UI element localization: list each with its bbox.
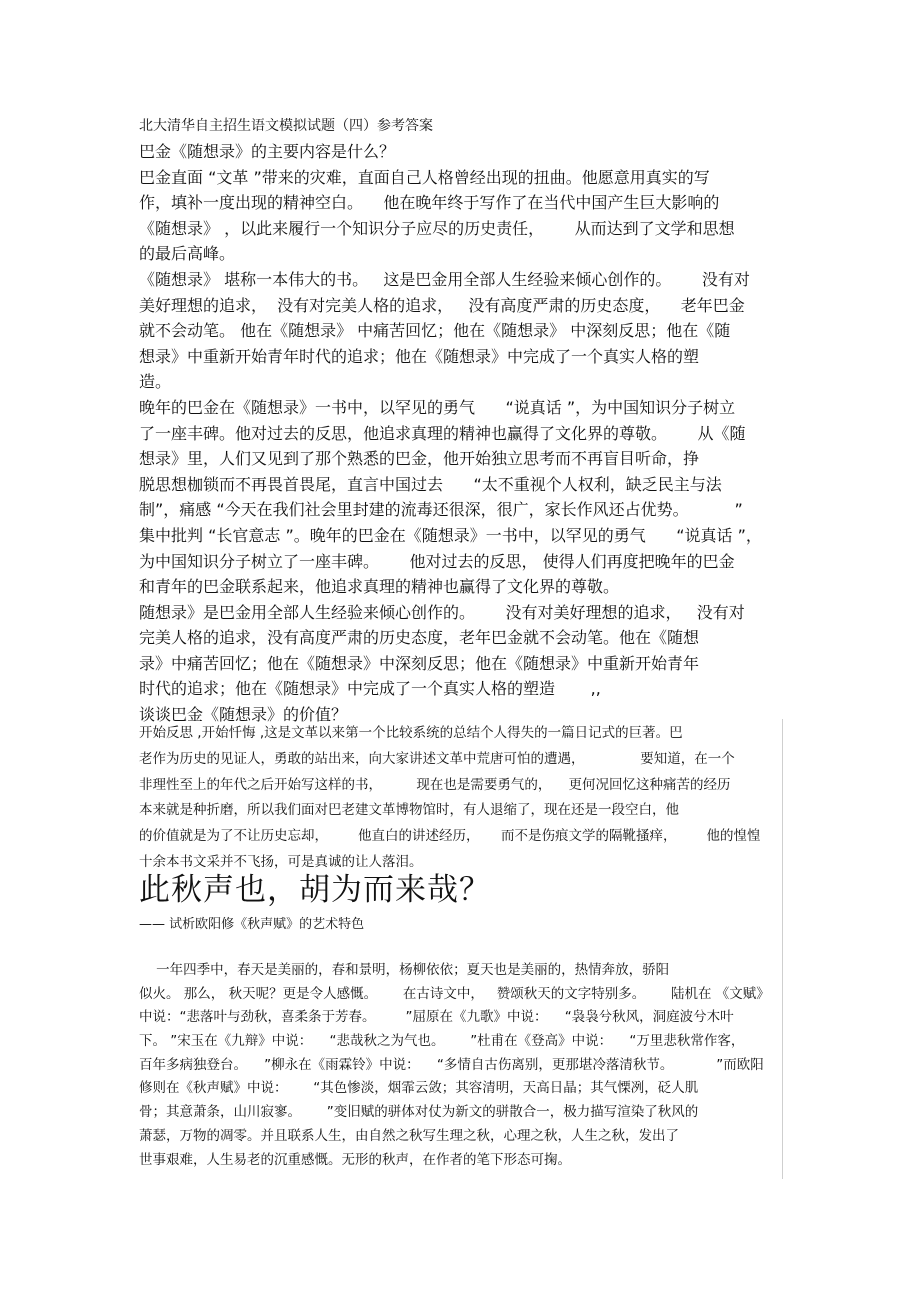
paragraph-line: 本来就是种折磨，所以我们面对巴老建文革博物馆时，有人退缩了，现在还是一段空白，他 — [139, 802, 679, 819]
paragraph-line: 制”，痛感 “今天在我们社会里封建的流毒还很深，很广，家长作风还占优势。 ” — [139, 500, 743, 520]
paragraph-line: 骨；其意萧条，山川寂寥。 ”变旧赋的骈体对仗为新文的骈散合一，极力描写渲染了秋风的 — [139, 1104, 699, 1121]
paragraph-line: 似火。 那么， 秋天呢？更是令人感慨。 在古诗文中， 赞颂秋天的文字特别多。 陆机在 《文赋》 — [139, 985, 770, 1002]
question-heading: 谈谈巴金《随想录》的价值？ — [139, 705, 348, 725]
paragraph-line: 《随想录》 ，以此来履行一个知识分子应尽的历史责任， 从而达到了文学和思想 — [139, 218, 735, 238]
paragraph-line: 百年多病独登台。 ”柳永在《雨霖铃》中说： “多情自古伤离别，更那堪冷落清秋节。 ”而欧阳 — [139, 1056, 764, 1073]
question-heading: 巴金《随想录》的主要内容是什么？ — [139, 142, 396, 161]
paragraph-line: 想录》中重新开始青年时代的追求；他在《随想录》中完成了一个真实人格的塑 — [139, 346, 700, 366]
paragraph-line: 晚年的巴金在《随想录》一书中，以罕见的勇气 “说真话 ”，为中国知识分子树立 — [139, 397, 736, 417]
paragraph-line: 老作为历史的见证人，勇敢的站出来，向大家讲述文革中荒唐可怕的遭遇， 要知道，在一个 — [139, 750, 735, 767]
paragraph-line: 录》中痛苦回忆；他在《随想录》中深刻反思；他在《随想录》中重新开始青年 — [139, 653, 700, 673]
paragraph-line: 想录》里，人们又见到了那个熟悉的巴金，他开始独立思考而不再盲目听命，挣 — [139, 449, 700, 469]
answer-section — [139, 114, 799, 728]
paragraph-line: 随想录》是巴金用全部人生经验来倾心创作的。 没有对美好理想的追求， 没有对 — [139, 602, 745, 622]
paragraph-line: 脱思想枷锁而不再畏首畏尾，直言中国过去 “太不重视个人权利，缺乏民主与法 — [139, 474, 722, 494]
paragraph-line: 作，填补一度出现的精神空白。 他在晚年终于写作了在当代中国产生巨大影响的 — [139, 193, 720, 213]
essay-heading: 此秋声也，胡为而来哉？ — [139, 872, 491, 908]
paragraph-line: 中说：“悲落叶与劲秋，喜柔条于芳春。 ”屈原在《九歌》中说： “袅袅兮秋风，洞庭波兮木叶 — [139, 1009, 734, 1026]
paragraph-line: 集中批判 “长官意志 ”。晚年的巴金在《随想录》一书中，以罕见的勇气 “说真话 ”， — [139, 525, 762, 545]
paragraph-line: 时代的追求；他在《随想录》中完成了一个真实人格的塑造 ,, — [139, 679, 601, 699]
paragraph-line: 十余本书文采并不飞扬，可是真诚的让人落泪。 — [139, 853, 423, 870]
essay-subheading: —— 试析欧阳修《秋声赋》的艺术特色 — [139, 917, 365, 932]
paragraph-line: 萧瑟，万物的凋零。并且联系人生，由自然之秋写生理之秋，心理之秋，人生之秋，发出了 — [139, 1127, 679, 1144]
paragraph-line: 修则在《秋声赋》中说： “其色惨淡，烟霏云敛；其容清明，天高日晶；其气慄冽，砭人肌 — [139, 1080, 699, 1097]
paragraph-line: 非理性至上的年代之后开始写这样的书， 现在也是需要勇气的， 更何况回忆这种痛苦的经历 — [139, 776, 731, 793]
paragraph-line: 美好理想的追求， 没有对完美人格的追求， 没有高度严肃的历史态度， 老年巴金 — [139, 295, 745, 315]
paragraph-line: 的最后高峰。 — [139, 244, 236, 264]
paragraph-line: 下。 ”宋玉在《九辩》中说： “悲哉秋之为气也。 ”杜甫在《登高》中说： “万里悲秋常作客， — [139, 1033, 745, 1050]
paragraph-line: 《随想录》 堪称一本伟大的书。 这是巴金用全部人生经验来倾心创作的。 没有对 — [139, 269, 750, 289]
paragraph-line: 一年四季中，春天是美丽的，春和景明，杨柳依依；夏天也是美丽的，热情奔放，骄阳 — [139, 962, 670, 978]
document-title: 北大清华自主招生语文模拟试题（四）参考答案 — [139, 118, 433, 134]
paragraph-line: 和青年的巴金联系起来，他追求真理的精神也赢得了文化界的尊敬。 — [139, 577, 620, 597]
paragraph-line: 就不会动笔。 他在《随想录》 中痛苦回忆；他在《随想录》 中深刻反思；他在《随 — [139, 321, 731, 341]
paragraph-line: 开始反思 ,开始忏悔 ,这是文革以来第一个比较系统的总结个人得失的一篇日记式的巨著。巴 — [139, 725, 683, 741]
paragraph-line: 巴金直面 “文革 ”带来的灾难，直面自己人格曾经出现的扭曲。他愿意用真实的写 — [139, 167, 710, 187]
value-section — [139, 721, 799, 876]
paragraph-line: 世事艰难，人生易老的沉重感慨。无形的秋声，在作者的笔下形态可掬。 — [139, 1151, 571, 1168]
paragraph-line: 的价值就是为了不让历史忘却， 他直白的讲述经历， 而不是伤痕文学的隔靴搔痒， 他的惶惶 — [139, 828, 761, 845]
paragraph-line: 完美人格的追求，没有高度严肃的历史态度，老年巴金就不会动笔。他在《随想 — [139, 628, 700, 648]
essay-body — [139, 959, 799, 1172]
paragraph-line: 为中国知识分子树立了一座丰碑。 他对过去的反思， 使得人们再度把晚年的巴金 — [139, 551, 735, 571]
paragraph-line: 造。 — [139, 372, 172, 392]
paragraph-line: 了一座丰碑。他对过去的反思，他追求真理的精神也赢得了文化界的尊敬。 从《随 — [139, 423, 746, 443]
